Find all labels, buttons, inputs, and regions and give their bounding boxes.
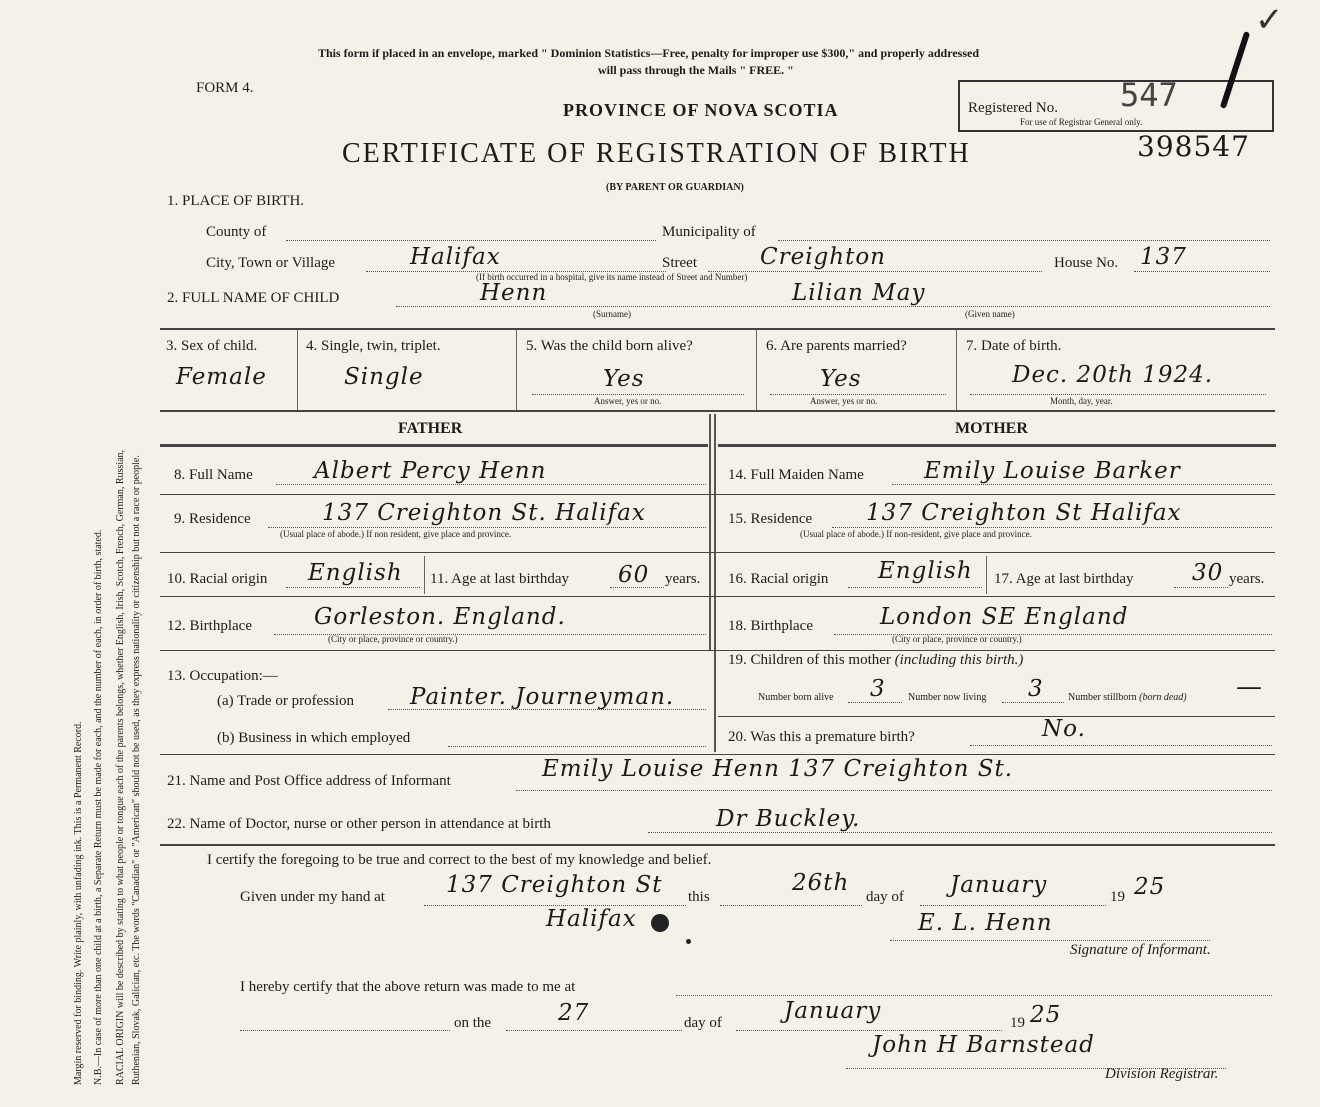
divider-4-5 <box>516 330 517 410</box>
rule-above-items-3-7 <box>160 328 1275 330</box>
registrar-on-label: on the <box>454 1015 492 1031</box>
premature-value: No. <box>1042 716 1086 742</box>
father-residence-line <box>268 527 706 528</box>
postal-notice-line2: will pass through the Mails " FREE. " <box>598 63 794 77</box>
surname-caption: (Surname) <box>593 309 631 319</box>
children-born-alive-value: 3 <box>870 676 886 702</box>
mother-residence-caption: (Usual place of abode.) If non-resident, give place and province. <box>800 529 1032 539</box>
father-age-unit: years. <box>665 571 701 587</box>
sex-value: Female <box>176 364 267 390</box>
date-of-birth-caption: Month, day, year. <box>1050 396 1113 406</box>
doctor-line <box>648 832 1272 833</box>
registrar-day-value: 27 <box>558 1000 590 1026</box>
father-heading-rule <box>160 444 708 447</box>
mother-birthplace-caption: (City or place, province or country.) <box>892 634 1022 644</box>
father-racial-origin-value: English <box>308 560 403 586</box>
father-name-label: 8. Full Name <box>174 467 253 483</box>
child-given-name-value: Lilian May <box>792 280 926 306</box>
mother-racial-origin-line <box>848 587 982 588</box>
informant-signature: E. L. Henn <box>918 910 1053 936</box>
child-surname-value: Henn <box>480 280 548 306</box>
father-birthplace-caption: (City or place, province or country.) <box>328 634 458 644</box>
house-number-label: House No. <box>1054 255 1119 271</box>
registered-number-value: 547 <box>1120 76 1178 114</box>
parents-married-value: Yes <box>820 366 862 392</box>
children-stillborn-value: — <box>1236 672 1263 702</box>
given-place-value: 137 Creighton St <box>446 872 663 898</box>
mother-racial-origin-label: 16. Racial origin <box>728 571 829 587</box>
father-residence-value: 137 Creighton St. Halifax <box>322 500 646 526</box>
parents-married-caption: Answer, yes or no. <box>810 396 878 406</box>
born-alive-caption: Answer, yes or no. <box>594 396 662 406</box>
doctor-label: 22. Name of Doctor, nurse or other person in attendance at birth <box>167 816 551 832</box>
mother-name-line <box>892 484 1272 485</box>
children-label-text: 19. Children of this mother <box>728 652 891 668</box>
mother-racial-origin-value: English <box>878 558 973 584</box>
business-label: (b) Business in which employed <box>217 730 411 746</box>
stamp-number: 398547 <box>1137 130 1250 163</box>
registrar-year-prefix: 19 <box>1010 1015 1025 1031</box>
informant-line <box>516 790 1272 791</box>
father-residence-caption: (Usual place of abode.) If non resident, give place and province. <box>280 529 512 539</box>
registrar-year-value: 25 <box>1030 1002 1062 1028</box>
children-now-living-label: Number now living <box>908 692 987 703</box>
occupation-label: 13. Occupation:— <box>167 668 278 684</box>
house-number-value: 137 <box>1140 244 1187 270</box>
margin-note-multiple-births: N.B.—In case of more than one child at a birth, a Separate Return must be made for each, and the number of each, in order of birth, stated. <box>93 529 104 1085</box>
child-name-line <box>396 306 1270 307</box>
registrar-note: For use of Registrar General only. <box>1020 117 1143 127</box>
mother-birthplace-value: London SE England <box>880 604 1129 630</box>
father-racial-origin-label: 10. Racial origin <box>167 571 268 587</box>
certificate-subtitle: (BY PARENT OR GUARDIAN) <box>606 182 744 193</box>
given-month-value: January <box>950 872 1048 898</box>
parents-married-label: 6. Are parents married? <box>766 338 907 354</box>
mother-age-label: 17. Age at last birthday <box>994 571 1134 587</box>
father-birthplace-label: 12. Birthplace <box>167 618 252 634</box>
rule-after-racial <box>160 596 1275 597</box>
rule-after-residence <box>160 552 1275 553</box>
premature-label: 20. Was this a premature birth? <box>728 729 915 745</box>
premature-line <box>970 745 1272 746</box>
city-value: Halifax <box>410 244 501 270</box>
hospital-note: (If birth occurred in a hospital, give its name instead of Street and Number) <box>476 272 748 282</box>
father-racial-age-divider <box>424 556 425 594</box>
street-value: Creighton <box>760 244 886 270</box>
place-of-birth-heading: 1. PLACE OF BIRTH. <box>167 193 305 209</box>
certify-statement: I certify the foregoing to be true and correct to the best of my knowledge and belief. <box>207 852 712 868</box>
check-mark: ✓ <box>1255 2 1284 39</box>
registrar-place-line <box>676 995 1272 996</box>
given-year-prefix: 19 <box>1110 889 1125 905</box>
divider-3-4 <box>297 330 298 410</box>
rule-after-premature <box>160 754 1275 755</box>
given-day-of-label: day of <box>866 889 904 905</box>
children-now-living-line <box>1002 702 1064 703</box>
plurality-value: Single <box>344 364 424 390</box>
date-of-birth-value: Dec. 20th 1924. <box>1012 362 1214 388</box>
registrar-day-of-label: day of <box>684 1015 722 1031</box>
ink-dot <box>686 939 691 944</box>
city-label: City, Town or Village <box>206 255 336 271</box>
mother-name-label: 14. Full Maiden Name <box>728 467 864 483</box>
children-label-italic: (including this birth.) <box>894 652 1024 668</box>
given-day-line <box>720 905 862 906</box>
mother-racial-age-divider <box>986 556 987 594</box>
children-stillborn-label-italic: (born dead) <box>1139 692 1187 703</box>
street-label: Street <box>662 255 697 271</box>
children-born-alive-label: Number born alive <box>758 692 834 703</box>
rule-below-items-3-7 <box>160 410 1275 412</box>
divider-5-6 <box>756 330 757 410</box>
date-of-birth-line <box>970 394 1266 395</box>
father-racial-origin-line <box>286 587 420 588</box>
registered-number-label: Registered No. <box>968 100 1058 116</box>
father-age-label: 11. Age at last birthday <box>430 571 569 587</box>
father-age-value: 60 <box>618 562 650 588</box>
county-line <box>286 240 656 241</box>
mother-residence-line <box>832 527 1272 528</box>
father-heading: FATHER <box>398 420 463 437</box>
rule-before-certification <box>160 844 1275 846</box>
business-line <box>448 746 706 747</box>
municipality-line <box>778 240 1270 241</box>
mother-age-line <box>1174 587 1228 588</box>
mother-residence-value: 137 Creighton St Halifax <box>866 500 1182 526</box>
house-number-line <box>1134 271 1270 272</box>
ink-blot <box>651 914 669 932</box>
informant-signature-line <box>890 940 1210 941</box>
informant-value: Emily Louise Henn 137 Creighton St. <box>542 756 1014 782</box>
registrar-place-line-2 <box>240 1030 450 1031</box>
children-now-living-value: 3 <box>1028 676 1044 702</box>
children-stillborn-label-text: Number stillborn <box>1068 692 1137 703</box>
children-born-alive-line <box>848 702 902 703</box>
rule-after-children <box>718 716 1275 717</box>
mother-age-value: 30 <box>1192 560 1224 586</box>
born-alive-value: Yes <box>603 366 645 392</box>
margin-note-binding: Margin reserved for binding. Write plainly, with unfading ink. This is a Permanent Record. <box>73 721 84 1085</box>
doctor-value: Dr Buckley. <box>716 806 861 832</box>
mother-age-unit: years. <box>1229 571 1265 587</box>
given-under-hand-label: Given under my hand at <box>240 889 385 905</box>
rule-after-birthplace <box>160 650 1275 651</box>
column-divider-right <box>714 414 716 752</box>
postal-notice-line1: This form if placed in an envelope, marked " Dominion Statistics—Free, penalty for improper use $300," and properly addressed <box>318 46 980 60</box>
father-birthplace-value: Gorleston. England. <box>314 604 566 630</box>
margin-note-racial-origin-cont: Ruthenian, Slovak, Galician, etc. The words "Canadian" or "American" should not be used, as they express nationality or citizenship but not a race or people. <box>131 455 142 1085</box>
trade-label: (a) Trade or profession <box>217 693 355 709</box>
mother-heading: MOTHER <box>955 420 1028 437</box>
given-name-caption: (Given name) <box>965 309 1015 319</box>
registrar-statement: I hereby certify that the above return was made to me at <box>240 979 576 995</box>
born-alive-label: 5. Was the child born alive? <box>526 338 693 354</box>
form-number: FORM 4. <box>196 80 254 96</box>
registrar-month-line <box>736 1030 1002 1031</box>
informant-label: 21. Name and Post Office address of Informant <box>167 773 451 789</box>
street-line <box>708 271 1042 272</box>
province-heading: PROVINCE OF NOVA SCOTIA <box>563 100 839 120</box>
sex-label: 3. Sex of child. <box>166 338 258 354</box>
parents-married-line <box>770 394 946 395</box>
born-alive-line <box>532 394 744 395</box>
registrar-caption: Division Registrar. <box>1105 1066 1219 1082</box>
plurality-label: 4. Single, twin, triplet. <box>306 338 441 354</box>
father-name-line <box>276 484 706 485</box>
margin-note-racial-origin: RACIAL ORIGIN will be described by stating to what people or tongue each of the parents belongs, whether English, Irish, Scotch, French, German, Russian, <box>115 449 126 1085</box>
child-name-label: 2. FULL NAME OF CHILD <box>167 290 340 306</box>
municipality-label: Municipality of <box>662 224 756 240</box>
mother-residence-label: 15. Residence <box>728 511 813 527</box>
rule-after-names <box>160 494 1275 495</box>
father-name-value: Albert Percy Henn <box>314 458 547 484</box>
children-stillborn-label <box>1068 692 1187 703</box>
registrar-signature: John H Barnstead <box>872 1032 1095 1058</box>
given-place-value-2: Halifax <box>546 906 637 932</box>
given-this-label: this <box>688 889 710 905</box>
father-residence-label: 9. Residence <box>174 511 251 527</box>
date-of-birth-label: 7. Date of birth. <box>966 338 1062 354</box>
column-divider-left <box>709 414 711 650</box>
given-year-value: 25 <box>1134 874 1166 900</box>
mother-heading-rule <box>718 444 1276 447</box>
county-label: County of <box>206 224 267 240</box>
given-day-value: 26th <box>792 870 850 896</box>
children-label <box>728 652 1023 669</box>
given-month-line <box>920 905 1106 906</box>
mother-name-value: Emily Louise Barker <box>924 458 1181 484</box>
informant-signature-caption: Signature of Informant. <box>1070 942 1211 958</box>
registrar-month-value: January <box>784 998 882 1024</box>
registrar-day-line <box>506 1030 682 1031</box>
trade-value: Painter. Journeyman. <box>410 684 675 710</box>
certificate-title: CERTIFICATE OF REGISTRATION OF BIRTH <box>342 138 971 169</box>
divider-6-7 <box>956 330 957 410</box>
mother-birthplace-label: 18. Birthplace <box>728 618 813 634</box>
